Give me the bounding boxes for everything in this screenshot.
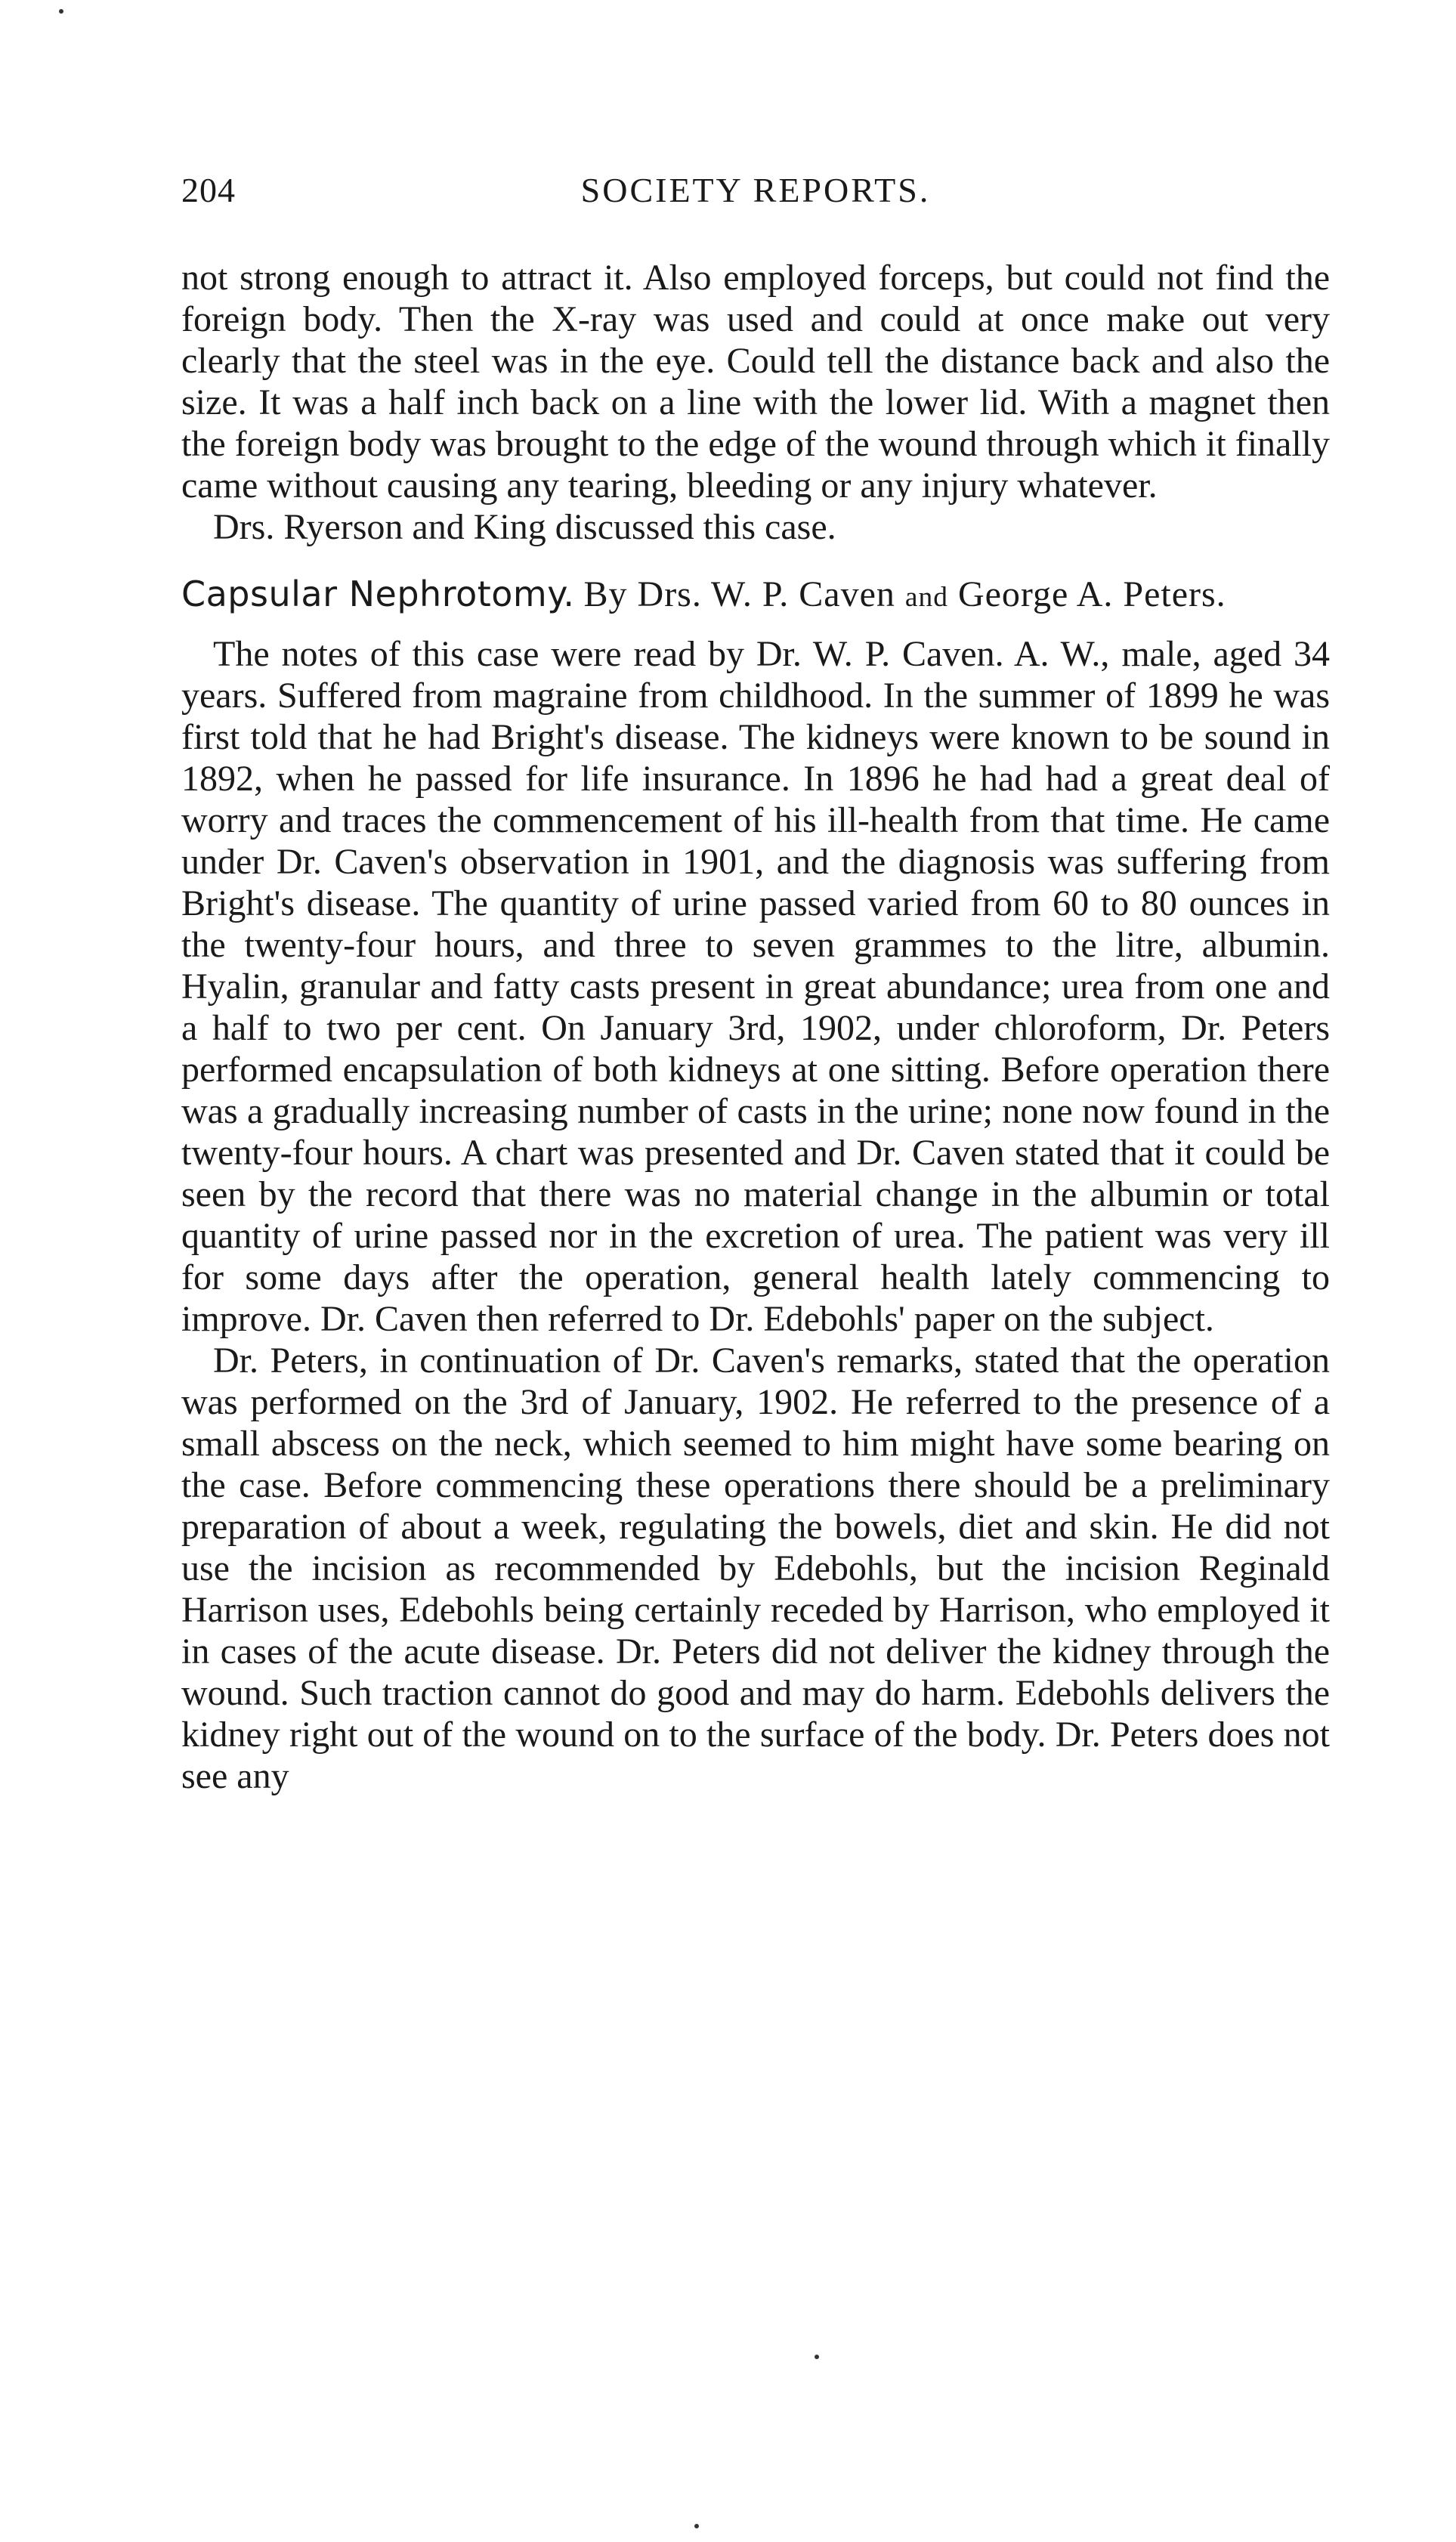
paragraph-discussion: Drs. Ryerson and King discussed this case.	[213, 507, 836, 547]
byline-author-1: Caven	[799, 574, 895, 614]
section-byline	[584, 574, 1226, 614]
paragraph-case-notes: The notes of this case were read by Dr. W. P. Caven. A. W., male, aged 34 years. Suffered from magraine from childhood. In the summer of 1899 he was first told that he had Bright's disease. The kidneys were known to be sound in 1892, when he passed for life insurance. In 1896 he had had a great deal of worry and traces the commencement of his ill-health from that time. He came under Dr. Caven's observation in 1901, and the diagnosis was suffering from Bright's disease. The quantity of urine passed varied from 60 to 80 ounces in the twenty-four hours, and three to seven grammes to the litre, albumin. Hyalin, granular and fatty casts present in great abundance; urea from one and a half to two per cent. On January 3rd, 1902, under chloroform, Dr. Peters performed encapsulation of both kidneys at one sitting. Before operation there was a gradually increasing number of casts in the urine; none now found in the twenty-four hours. A chart was presented and Dr. Caven stated that it could be seen by the record that there was no material change in the albumin or total quantity of urine passed nor in the excretion of urea. The patient was very ill for some days after the operation, general health lately commencing to improve. Dr. Caven then referred to Dr. Edebohls' paper on the subject.	[181, 634, 1330, 1339]
section-heading	[181, 574, 1330, 618]
running-title: SOCIETY REPORTS.	[580, 171, 931, 209]
byline-author-2-last: Peters.	[1123, 574, 1226, 614]
page-number: 204	[181, 171, 236, 209]
byline-initials: W. P.	[711, 574, 790, 614]
byline-and: and	[904, 582, 948, 613]
body-text	[181, 257, 1330, 1797]
byline-author-2-initial: A.	[1076, 574, 1114, 614]
speck	[694, 2524, 699, 2528]
byline-author-2-first: George	[957, 574, 1069, 614]
speck	[59, 9, 63, 14]
speck	[815, 2355, 819, 2359]
running-header	[181, 170, 1330, 223]
byline-by: By	[583, 574, 628, 614]
section-title: Capsular Nephrotomy.	[181, 574, 575, 614]
byline-drs: Drs.	[637, 574, 702, 614]
paragraph-peters-remarks: Dr. Peters, in continuation of Dr. Caven's remarks, stated that the operation was performed on the 3rd of January, 1902. He referred to the presence of a small abscess on the neck, which seemed to him might have some bearing on the case. Before commencing these operations there should be a preliminary preparation of about a week, regulating the bowels, diet and skin. He did not use the incision as recommended by Edebohls, but the incision Reginald Harrison uses, Edebohls being certainly receded by Harrison, who employed it in cases of the acute disease. Dr. Peters did not deliver the kidney through the wound. Such traction cannot do good and may do harm. Edebohls delivers the kidney right out of the wound on to the surface of the body. Dr. Peters does not see any	[181, 1341, 1330, 1796]
paragraph-continuation: not strong enough to attract it. Also employed forceps, but could not find the foreign body. Then the X-ray was used and could at once make out very clearly that the steel was in the eye. Could tell the distance back and also the size. It was a half inch back on a line with the lower lid. With a magnet then the foreign body was brought to the edge of the wound through which it finally came without causing any tearing, bleeding or any injury whatever.	[181, 258, 1330, 506]
